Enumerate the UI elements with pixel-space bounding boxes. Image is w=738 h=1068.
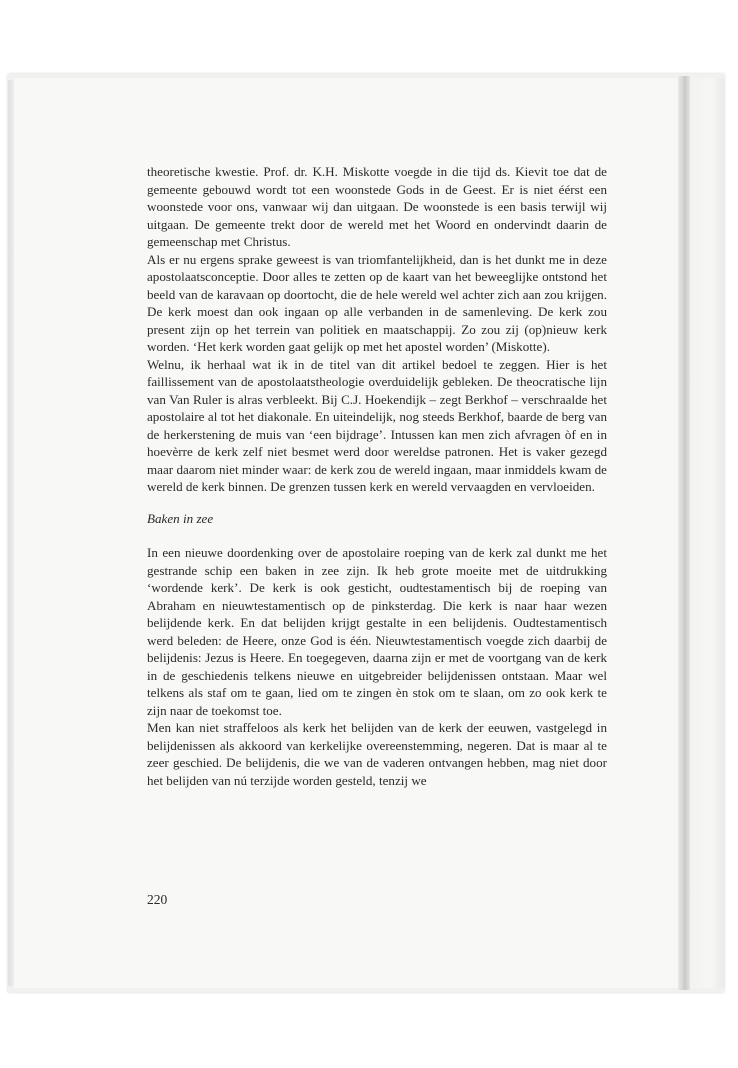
paragraph-1: theoretische kwestie. Prof. dr. K.H. Miskotte voegde in die tijd ds. Kievit toe dat de gemeente gebouwd wordt tot een woonstede Gods in de Geest. Er is niet éérst een woonstede voor ons, vanwaar wij dan uitgaan. De woonstede is een basis terwijl wij uitgaan. De gemeente trekt door de wereld met het Woord en ondervindt daarin de gemeenschap met Christus. <box>147 164 607 249</box>
page-fold <box>678 76 690 990</box>
paragraph-5: Men kan niet straffeloos als kerk het belijden van de kerk der eeuwen, vastgelegd in belijdenissen als akkoord van kerkelijke overeenstemming, negeren. Dat is maar al te zeer geschied. De belijdenis, die we van de vaderen ontvangen hebben, mag niet door het belijden van nú terzijde worden gesteld, tenzij we <box>147 720 607 788</box>
page-number: 220 <box>147 892 168 907</box>
paragraph-3: Welnu, ik herhaal wat ik in de titel van dit artikel bedoel te zeggen. Hier is het faillissement van de apostolaatstheologie overduidelijk gebleken. De theocratische lijn van Van Ruler is alras verbleekt. Bij C.J. Hoekendijk – zegt Berkhof – verschraalde het apostolaire al tot het diakonale. En uiteindelijk, nog steeds Berkhof, baarde de berg van de herkerstening de muis van ‘een bijdrage’. Intussen kan men zich afvragen òf en in hoevèrre de kerk zelf niet besmet werd door wereldse patronen. Het is vaker gezegd maar daarom niet minder waar: de kerk zou de wereld ingaan, maar inmiddels kwam de wereld de kerk binnen. De grenzen tussen kerk en wereld vervaagden en vervloeiden. <box>147 356 607 494</box>
paragraph-2: Als er nu ergens sprake geweest is van triomfantelijkheid, dan is het dunkt me in deze apostolaatsconceptie. Door alles te zetten op de kaart van het beweeglijke ontstond het beeld van de karavaan op doortocht, die de hele wereld wel achter zich aan zou krijgen. De kerk moest dan ook ingaan op alle verbanden in de samenleving. De kerk zou present zijn op het terrein van politiek en maatschappij. Zo zou zij (op)nieuw kerk worden. ‘Het kerk worden gaat gelijk op met het apostel worden’ (Miskotte). <box>147 251 607 354</box>
section-heading: Baken in zee <box>147 510 214 526</box>
body-text <box>147 163 607 789</box>
paragraph-4: In een nieuwe doordenking over de apostolaire roeping van de kerk zal dunkt me het gestrande schip een baken in zee zijn. Ik heb grote moeite met de uitdrukking ‘wordende kerk’. De kerk is ook gesticht, oudtestamentisch bij de roeping van Abraham en nieuwtestamentisch op de pinksterdag. Die kerk is naar haar wezen belijdende kerk. En dat belijden krijgt gestalte in een belijdenis. Oudtestamentisch werd beleden: de Heere, onze God is één. Nieuwtestamentisch voegde zich daarbij de belijdenis: Jezus is Heere. En toegegeven, daarna zijn er met de voortgang van de kerk in de geschiedenis telkens nieuwe en uitgebreider belijdenissen ontstaan. Maar wel telkens als staf om te gaan, lied om te zingen èn stok om te slaan, om zo ook kerk te zijn naar de toekomst toe. <box>147 545 607 718</box>
page-stack-right <box>690 78 724 988</box>
